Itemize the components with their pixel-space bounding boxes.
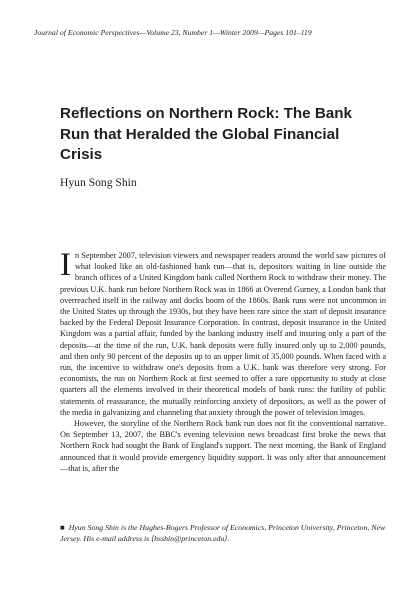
drop-cap: I bbox=[60, 247, 71, 283]
author-footnote bbox=[60, 522, 386, 544]
article-body bbox=[60, 247, 386, 474]
running-head: Journal of Economic Perspectives—Volume 23, Number 1—Winter 2009—Pages 101–119 bbox=[34, 28, 312, 37]
article-author: Hyun Song Shin bbox=[60, 176, 137, 189]
body-paragraph-2: However, the storyline of the Northern Rock bank run does not fit the conventional narrative. On September 13, 2007, the BBC's evening television news broadcast first broke the news that Northern Rock had sought the Bank of England's support. The next morning, the Bank of England announced that it would provide emergency liquidity support. It was only after that announcement—that is, after the bbox=[60, 419, 386, 473]
footnote-bullet-icon: ■ bbox=[60, 523, 65, 532]
footnote-text: Hyun Song Shin is the Hughes-Rogers Professor of Economics, Princeton University, Princeton, New Jersey. His e-mail address is ⟨hsshin@princeton.edu⟩. bbox=[60, 523, 386, 543]
paragraph-1-text: n September 2007, television viewers and newspaper readers around the world saw pictures of what looked like an old-fashioned bank run—that is, depositors waiting in line outside the branch offices of a United Kingdom bank called Northern Rock to withdraw their money. The previous U.K. bank run before Northern Rock was in 1866 at Overend Gurney, a London bank that overreached itself in the railway and docks boom of the 1860s. Bank runs were not uncommon in the United States up through the 1930s, but they have been rare since the start of deposit insurance backed by the Federal Deposit Insurance Corporation. In contrast, deposit insurance in the United Kingdom was a partial affair, funded by the banking industry itself and insuring only a part of the deposits—at the time of the run, U.K. bank deposits were fully insured only up to 2,000 pounds, and then only 90 percent of the deposits up to an upper limit of 35,000 pounds. When faced with a run, the incentive to withdraw one's deposits from a U.K. bank was therefore very strong. For economists, the run on Northern Rock at first seemed to offer a rare opportunity to study at close quarters all the elements involved in their theoretical models of bank runs: the futility of public statements of reassurance, the mutually reinforcing anxiety of depositors, as well as the power of the media in galvanizing and channeling that anxiety through the power of television images. bbox=[60, 251, 386, 417]
body-paragraph-1 bbox=[60, 247, 386, 418]
article-title: Reflections on Northern Rock: The Bank Run that Heralded the Global Financial Crisis bbox=[60, 105, 352, 163]
